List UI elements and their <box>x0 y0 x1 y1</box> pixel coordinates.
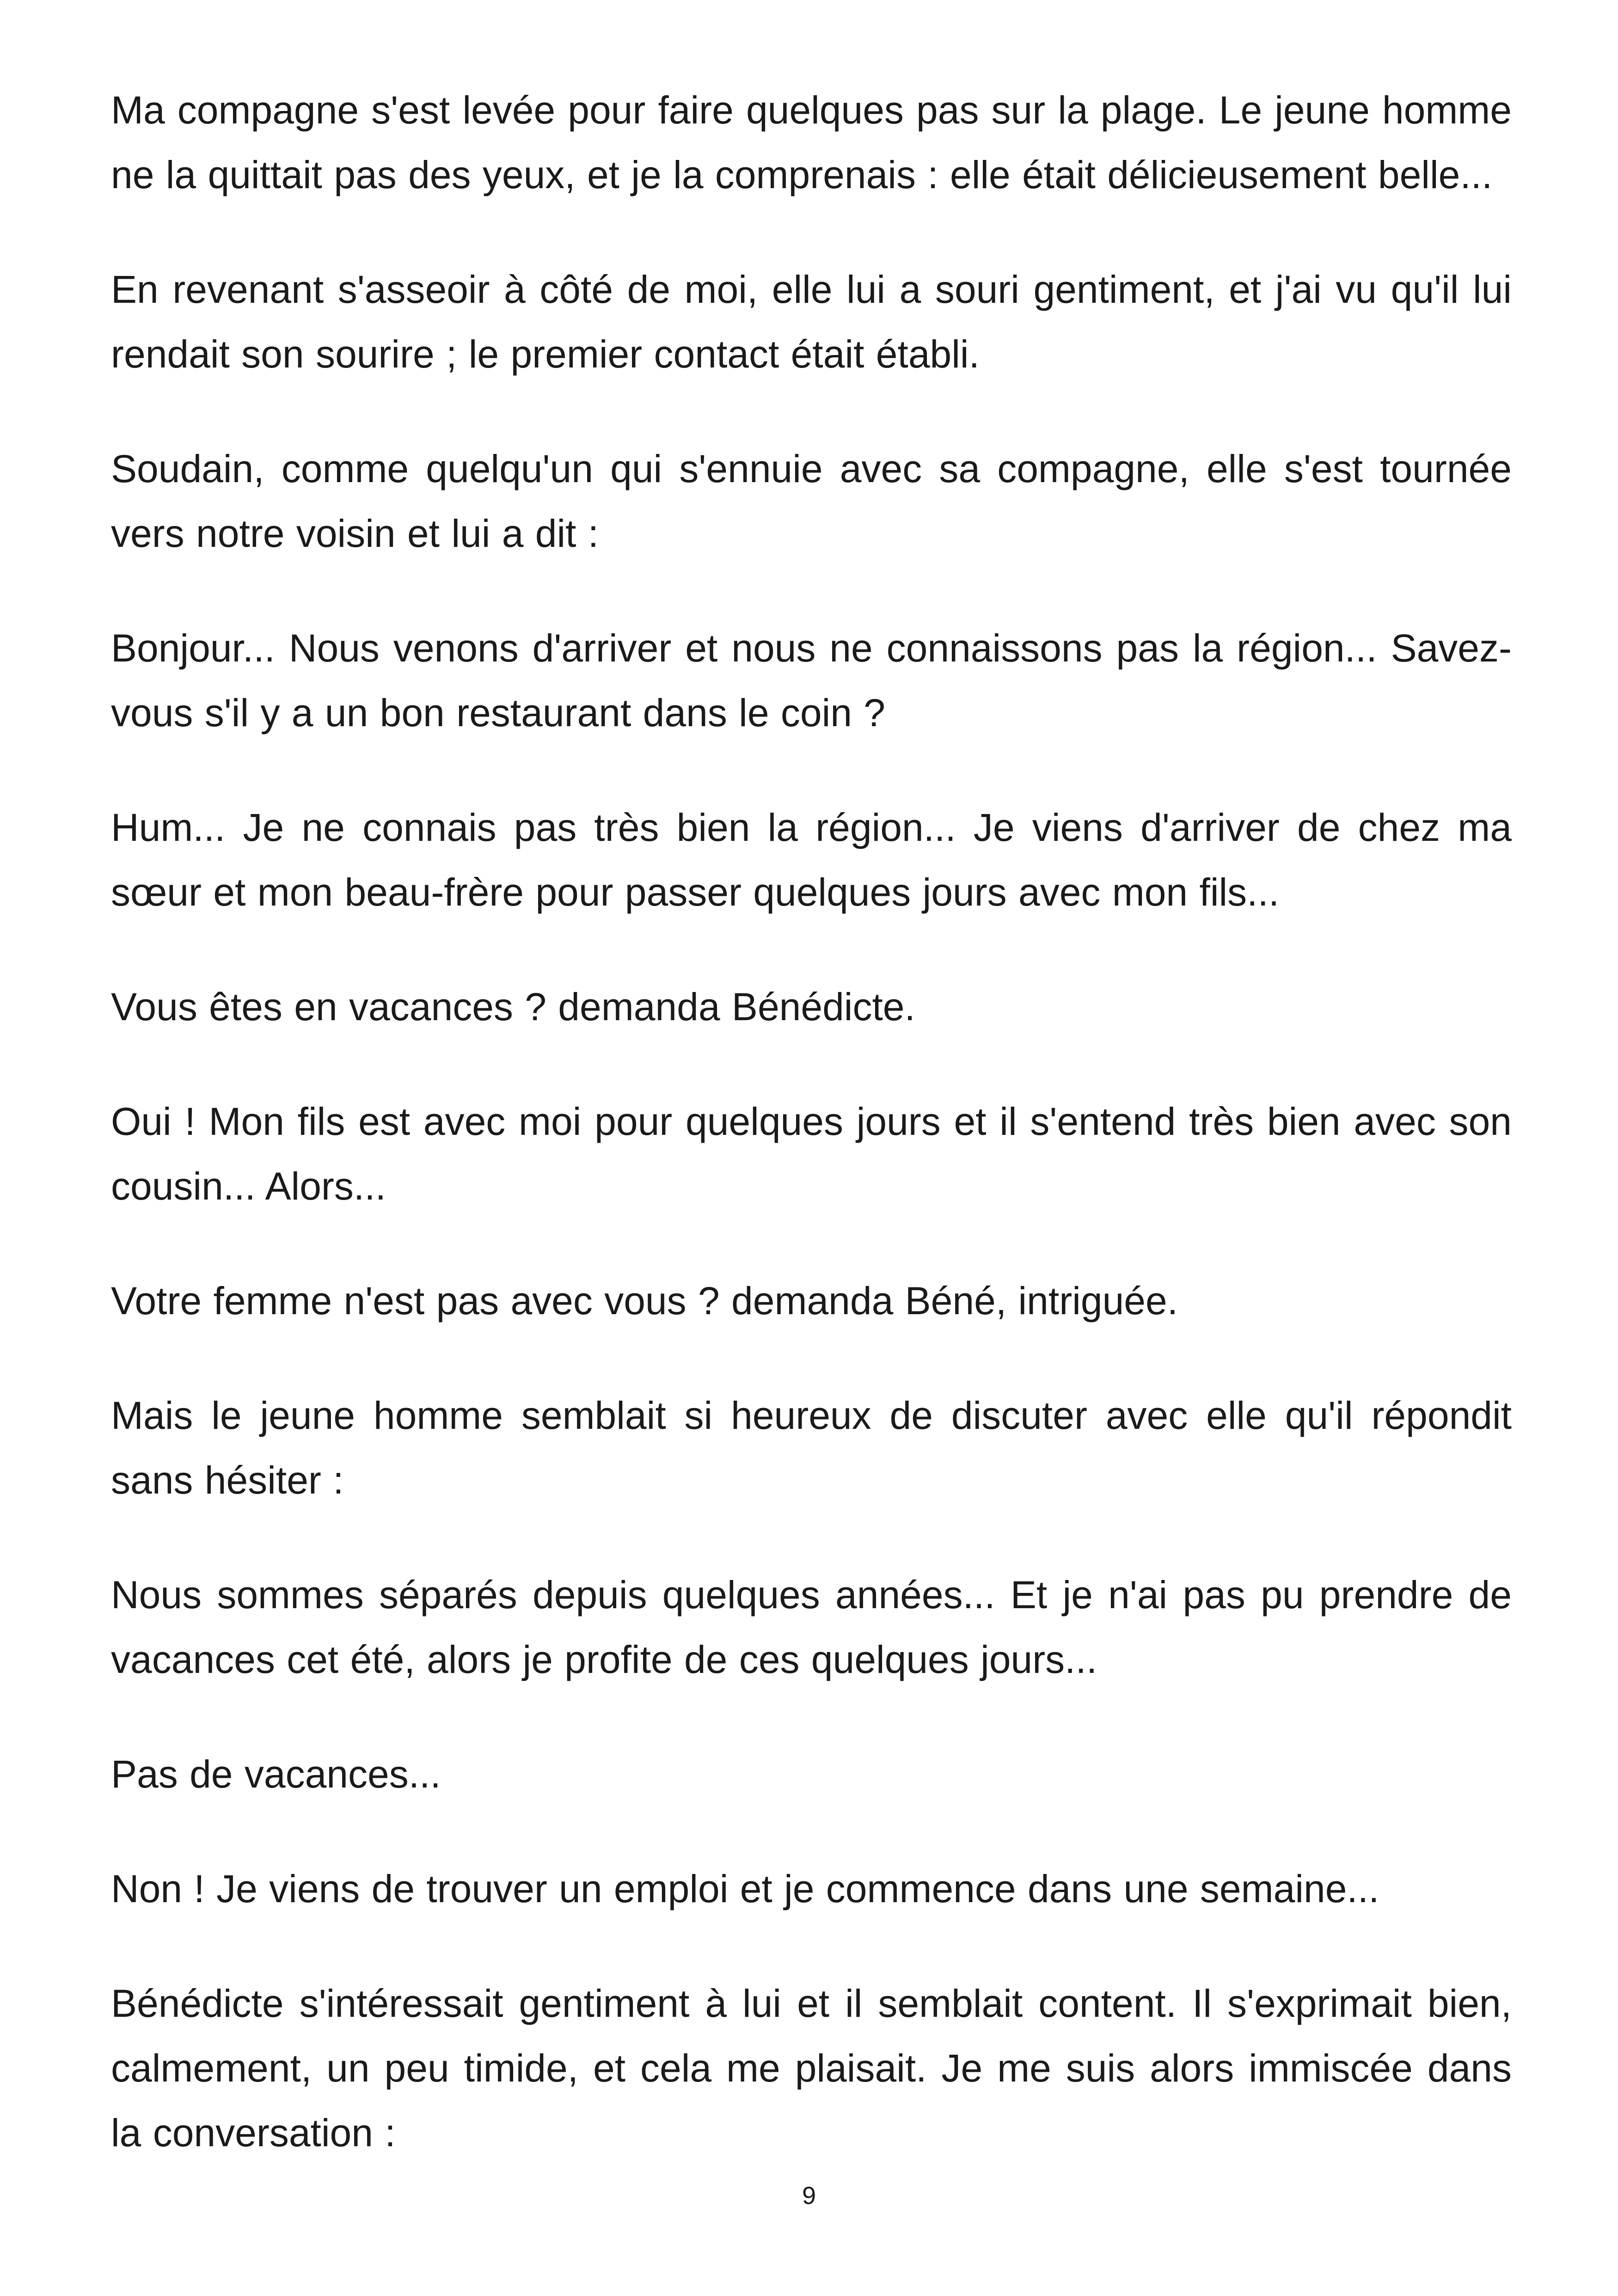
page-number: 9 <box>802 2182 816 2210</box>
page-body <box>111 78 1512 2215</box>
paragraph: Nous sommes séparés depuis quelques années... Et je n'ai pas pu prendre de vacances cet été, alors je profite de ces quelques jours... <box>111 1573 1512 1681</box>
paragraph: Non ! Je viens de trouver un emploi et je commence dans une semaine... <box>111 1867 1379 1910</box>
paragraph: Oui ! Mon fils est avec moi pour quelques jours et il s'entend très bien avec son cousin... Alors... <box>111 1100 1512 1208</box>
paragraph: Bénédicte s'intéressait gentiment à lui et il semblait content. Il s'exprimait bien, calmement, un peu timide, et cela me plaisait. Je me suis alors immiscée dans la conversation : <box>111 1982 1512 2155</box>
paragraph: Vous êtes en vacances ? demanda Bénédicte. <box>111 985 915 1029</box>
paragraph: Votre femme n'est pas avec vous ? demanda Béné, intriguée. <box>111 1279 1178 1322</box>
paragraph: En revenant s'asseoir à côté de moi, elle lui a souri gentiment, et j'ai vu qu'il lui rendait son sourire ; le premier contact était établi. <box>111 268 1512 376</box>
paragraph: Soudain, comme quelqu'un qui s'ennuie avec sa compagne, elle s'est tournée vers notre voisin et lui a dit : <box>111 447 1512 555</box>
paragraph: Pas de vacances... <box>111 1752 441 1796</box>
paragraph: Hum... Je ne connais pas très bien la région... Je viens d'arriver de chez ma sœur et mon beau-frère pour passer quelques jours avec mon fils... <box>111 806 1512 914</box>
paragraph: Mais le jeune homme semblait si heureux de discuter avec elle qu'il répondit sans hésiter : <box>111 1394 1512 1502</box>
paragraph: Bonjour... Nous venons d'arriver et nous ne connaissons pas la région... Savez-vous s'il y a un bon restaurant dans le coin ? <box>111 626 1512 735</box>
paragraph: Ma compagne s'est levée pour faire quelques pas sur la plage. Le jeune homme ne la quittait pas des yeux, et je la comprenais : elle était délicieusement belle... <box>111 88 1512 196</box>
